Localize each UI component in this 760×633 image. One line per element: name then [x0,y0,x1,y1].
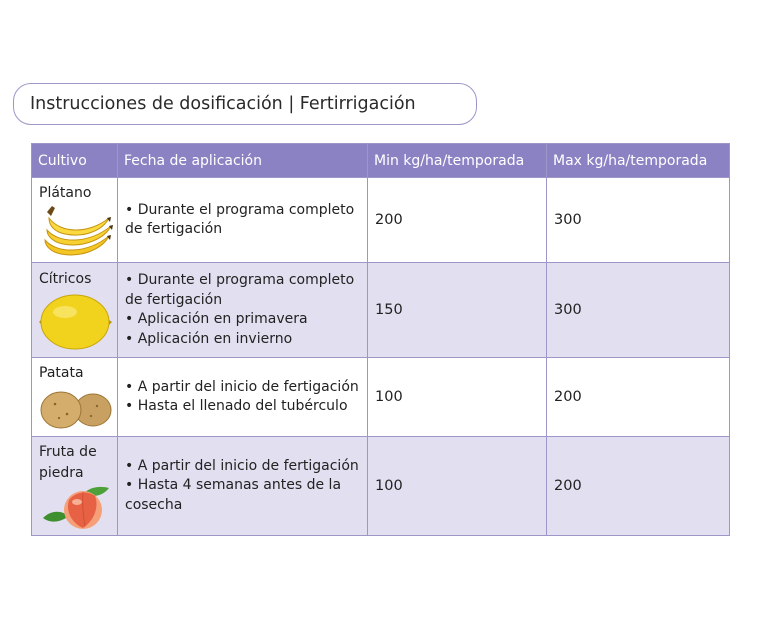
crop-cell [32,358,118,437]
peach-icon [39,484,113,530]
crop-name: Patata [39,364,84,381]
max-cell: 200 [547,437,730,536]
dosage-table [31,143,730,536]
table-header-row [32,144,730,178]
application-date-cell: • A partir del inicio de fertigación • Hasta el llenado del tubérculo [118,358,368,437]
min-cell: 200 [368,178,547,263]
max-cell: 200 [547,358,730,437]
table-row [32,437,730,536]
crop-name: Cítricos [39,270,92,287]
min-cell: 150 [368,263,547,358]
max-cell: 300 [547,178,730,263]
application-date-cell: • Durante el programa completo de fertigación [118,178,368,263]
banana-icon [39,204,113,258]
crop-name: Plátano [39,184,92,201]
crop-cell [32,437,118,536]
table-row [32,358,730,437]
header-crop: Cultivo [32,144,118,178]
potato-icon [39,384,113,432]
max-cell: 300 [547,263,730,358]
crop-cell [32,178,118,263]
page-title: Instrucciones de dosificación | Fertirrigación [13,83,477,125]
table-row [32,263,730,358]
header-min: Min kg/ha/temporada [368,144,547,178]
min-cell: 100 [368,437,547,536]
lemon-icon [39,290,113,352]
crop-cell [32,263,118,358]
min-cell: 100 [368,358,547,437]
table-row [32,178,730,263]
application-date-cell: • A partir del inicio de fertigación • Hasta 4 semanas antes de la cosecha [118,437,368,536]
header-max: Max kg/ha/temporada [547,144,730,178]
crop-name-line-1: Fruta de [39,444,97,460]
application-date-cell: • Durante el programa completo de fertigación • Aplicación en primavera • Aplicación en invierno [118,263,368,358]
header-application-date: Fecha de aplicación [118,144,368,178]
crop-name-line-2: piedra [39,465,84,481]
